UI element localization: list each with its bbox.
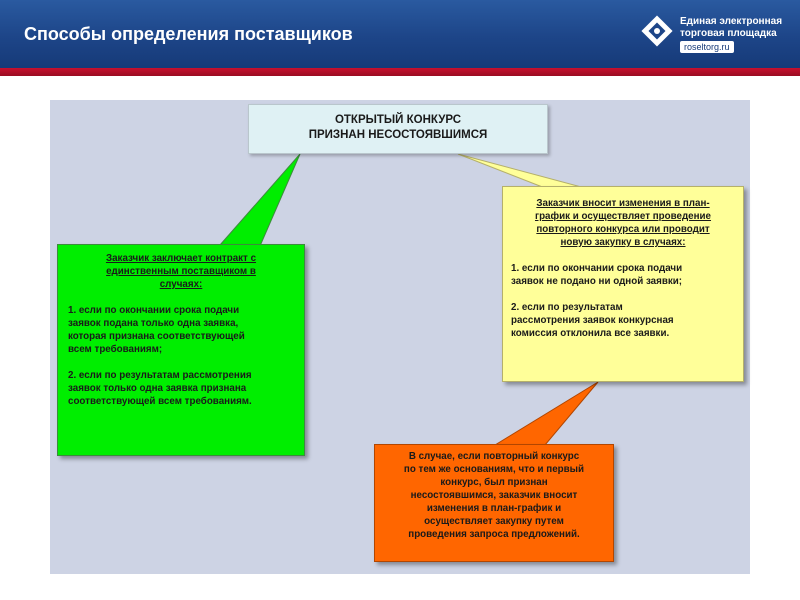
orange-box xyxy=(374,444,614,562)
orange-line7: проведения запроса предложений. xyxy=(408,529,580,540)
yellow-heading-line1: Заказчик вносит изменения в план- xyxy=(536,198,710,209)
green-heading-line3: случаях: xyxy=(159,279,203,290)
yellow-item2-line2: рассмотрения заявок конкурсная xyxy=(511,315,674,326)
top-box-line2: ПРИЗНАН НЕСОСТОЯВШИМСЯ xyxy=(308,129,488,141)
logo-text-line2: торговая площадка xyxy=(680,28,777,39)
yellow-item1-line1: 1. если по окончании срока подачи xyxy=(511,263,683,274)
green-heading-line1: Заказчик заключает контракт с xyxy=(105,253,257,264)
orange-line4: несостоявшимся, заказчик вносит xyxy=(410,490,578,501)
green-box xyxy=(57,244,305,456)
yellow-heading-line3: повторного конкурса или проводит xyxy=(536,224,710,235)
green-callout-pointer xyxy=(220,154,300,246)
logo-text-line1: Единая электронная xyxy=(680,16,783,27)
orange-line3: конкурс, был признан xyxy=(440,477,548,488)
header-stripe xyxy=(0,68,800,76)
top-box-line1: ОТКРЫТЫЙ КОНКУРС xyxy=(334,114,462,126)
yellow-box xyxy=(502,186,744,382)
green-item2-line1: 2. если по результатам рассмотрения xyxy=(68,370,252,381)
logo-diamond-icon xyxy=(640,14,674,48)
top-box xyxy=(248,104,548,154)
page-title: Способы определения поставщиков xyxy=(24,24,353,44)
yellow-item2-line1: 2. если по результатам xyxy=(511,302,623,313)
roseltorg-logo[interactable] xyxy=(640,10,790,60)
orange-callout-pointer xyxy=(495,382,598,445)
green-item1-line1: 1. если по окончании срока подачи xyxy=(68,305,240,316)
orange-line1: В случае, если повторный конкурс xyxy=(408,451,580,462)
green-item1-line3: которая признана соответствующей xyxy=(68,331,245,342)
green-item2-line3: соответствующей всем требованиям. xyxy=(68,396,252,407)
orange-line2: по тем же основаниям, что и первый xyxy=(403,464,585,475)
green-item1-line4: всем требованиям; xyxy=(68,344,163,355)
orange-line6: осуществляет закупку путем xyxy=(424,516,564,527)
yellow-heading-line4: новую закупку в случаях: xyxy=(560,237,686,248)
orange-line5: изменения в план-график и xyxy=(426,503,562,514)
yellow-callout-pointer xyxy=(458,154,585,188)
yellow-item1-line2: заявок не подано ни одной заявки; xyxy=(511,276,683,287)
green-heading-line2: единственным поставщиком в xyxy=(106,266,256,277)
yellow-item2-line3: комиссия отклонила все заявки. xyxy=(511,328,670,339)
green-item2-line2: заявок только одна заявка признана xyxy=(68,383,247,394)
logo-url[interactable]: roseltorg.ru xyxy=(680,41,734,53)
green-item1-line2: заявок подана только одна заявка, xyxy=(68,318,239,329)
yellow-heading-line2: график и осуществляет проведение xyxy=(534,211,712,222)
